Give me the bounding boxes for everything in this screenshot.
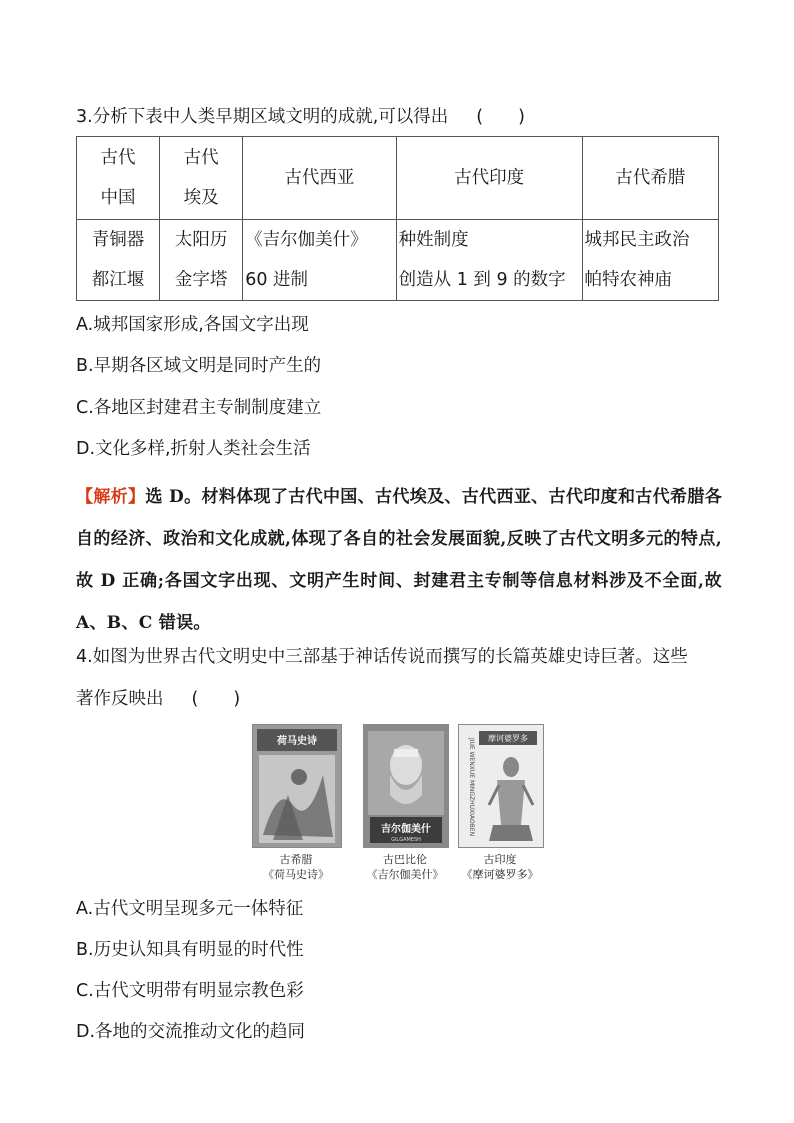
header-ancient-greece: 古代希腊 (582, 137, 718, 220)
q3-option-d: D.文化多样,折射人类社会生活 (76, 439, 311, 459)
header-ancient-west-asia: 古代西亚 (243, 137, 396, 220)
analysis-text: 选 D。材料体现了古代中国、古代埃及、古代西亚、古代印度和古代希腊各自的经济、政治和文化成就,体现了各自的社会发展面貌,反映了古代文明多元的特点,故 D 正确;各国文字出现、文明产生时间、封建君主专制等信息材料涉及不全面,故 A、B、C 错误。 (76, 487, 723, 633)
q4-option-a: A.古代文明呈现多元一体特征 (76, 899, 304, 919)
answer-blank: ( ) (476, 107, 525, 127)
header-ancient-egypt: 古代 埃及 (160, 137, 243, 220)
gilgamesh-cover-icon (364, 725, 448, 847)
caption-3-title: 《摩诃婆罗多》 (461, 868, 539, 881)
svg-text:荷马史诗: 荷马史诗 (277, 736, 317, 747)
q3-option-a: A.城邦国家形成,各国文字出现 (76, 315, 309, 335)
civilization-table (76, 136, 719, 301)
svg-text:GILGAMESH: GILGAMESH (391, 837, 421, 843)
q4-option-c: C.古代文明带有明显宗教色彩 (76, 981, 304, 1001)
q4-option-d: D.各地的交流推动文化的趋同 (76, 1022, 306, 1042)
caption-2 (355, 852, 455, 882)
question-3-stem (76, 106, 525, 128)
caption-3-region: 古印度 (483, 853, 517, 866)
header-ancient-china: 古代 中国 (77, 137, 160, 220)
table-row (77, 220, 719, 301)
caption-1-title: 《荷马史诗》 (263, 868, 329, 881)
homer-epic-cover-icon (253, 725, 341, 847)
q3-analysis (76, 476, 722, 644)
caption-2-region: 古巴比伦 (383, 853, 427, 866)
q3-option-c: C.各地区封建君主专制制度建立 (76, 398, 322, 418)
cell-egypt: 太阳历 金字塔 (160, 220, 243, 301)
mahabharata-cover-image (458, 724, 544, 848)
question-4-stem-line2 (76, 688, 240, 710)
gilgamesh-cover-image (363, 724, 449, 848)
homer-epic-cover-image (252, 724, 342, 848)
cell-china: 青铜器 都江堰 (77, 220, 160, 301)
svg-text:吉尔伽美什: 吉尔伽美什 (381, 824, 431, 835)
question-4-text: 著作反映出 (76, 689, 164, 709)
svg-text:JIUE WENXUE MINGZHUXIAOBEN: JIUE WENXUE MINGZHUXIAOBEN (468, 737, 475, 837)
caption-1 (246, 852, 346, 882)
question-4-stem-line1: 4.如图为世界古代文明史中三部基于神话传说而撰写的长篇英雄史诗巨著。这些 (76, 647, 688, 667)
caption-3 (450, 852, 550, 882)
analysis-tag: 【解析】 (76, 487, 146, 507)
header-ancient-india: 古代印度 (396, 137, 582, 220)
mahabharata-cover-icon (459, 725, 543, 847)
caption-1-region: 古希腊 (279, 853, 313, 866)
caption-2-title: 《吉尔伽美什》 (366, 868, 444, 881)
table-header-row (77, 137, 719, 220)
q4-option-b: B.历史认知具有明显的时代性 (76, 940, 304, 960)
q3-option-b: B.早期各区域文明是同时产生的 (76, 356, 322, 376)
question-3-text: 3.分析下表中人类早期区域文明的成就,可以得出 (76, 107, 449, 127)
answer-blank: ( ) (191, 689, 241, 709)
cell-greece: 城邦民主政治 帕特农神庙 (582, 220, 718, 301)
cell-india: 种姓制度 创造从 1 到 9 的数字 (396, 220, 582, 301)
svg-text:摩诃婆罗多: 摩诃婆罗多 (488, 734, 528, 743)
cell-west-asia: 《吉尔伽美什》 60 进制 (243, 220, 396, 301)
